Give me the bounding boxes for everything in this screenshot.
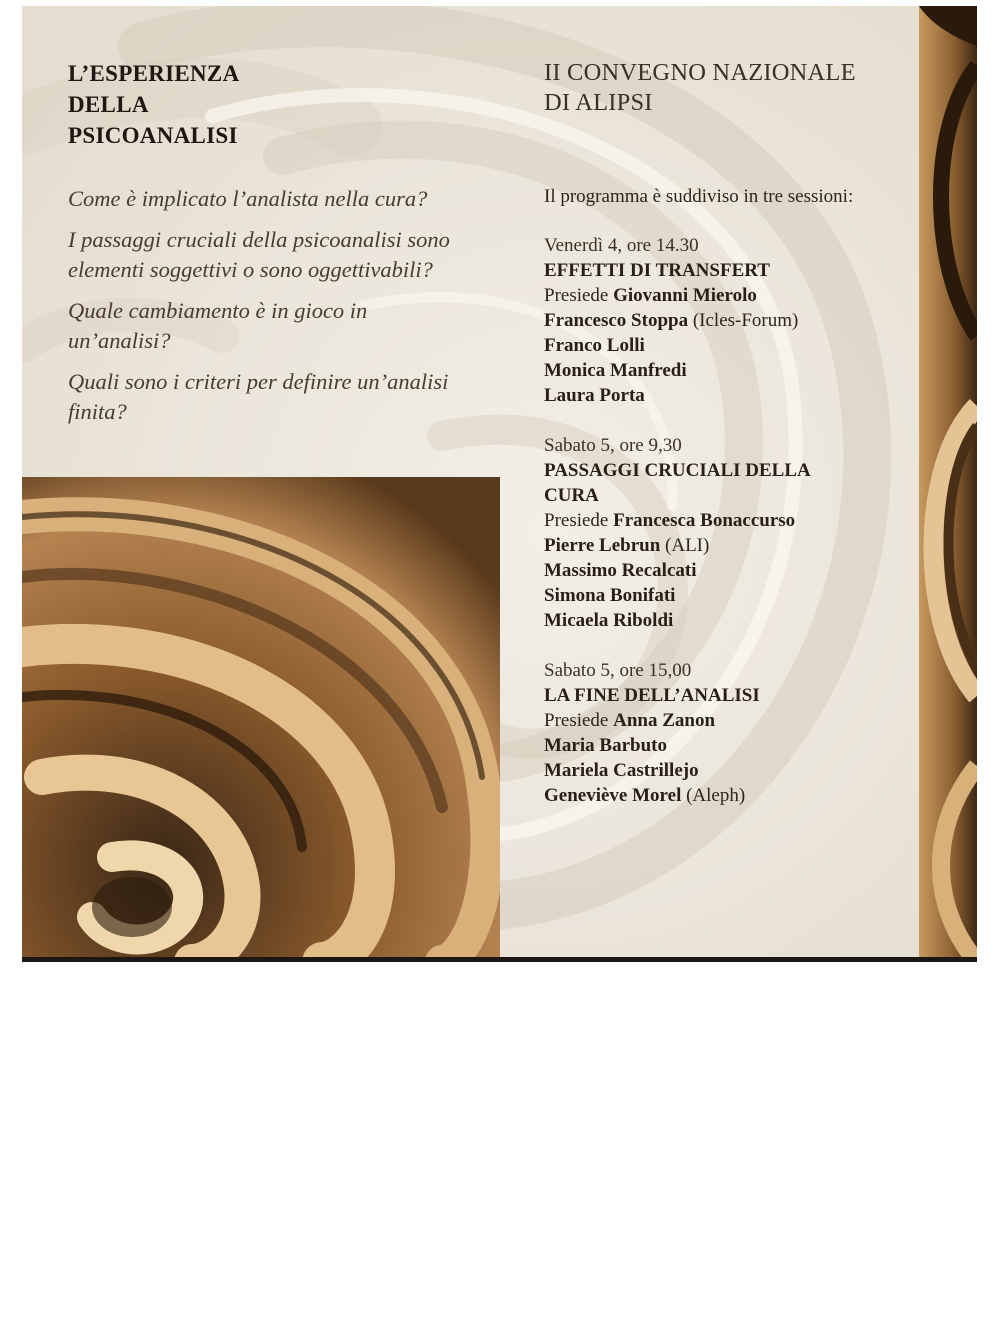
speaker xyxy=(544,308,914,333)
left-title-line: PSICOANALISI xyxy=(68,123,238,148)
question: Come è implicato l’analista nella cura? xyxy=(68,186,428,211)
speaker xyxy=(544,383,914,408)
speaker-name: Geneviève Morel xyxy=(544,785,682,806)
speaker xyxy=(544,758,914,783)
left-title-line: DELLA xyxy=(68,92,149,117)
session-title: LA FINE DELL’ANALISI xyxy=(544,685,760,706)
presiede-label: Presiede xyxy=(544,510,609,531)
spiral-photo xyxy=(22,477,500,962)
session-chair xyxy=(544,283,914,308)
chair-name: Anna Zanon xyxy=(613,710,716,731)
session-chair xyxy=(544,508,914,533)
speaker xyxy=(544,558,914,583)
left-title-line: L’ESPERIENZA xyxy=(68,61,240,86)
speaker xyxy=(544,358,914,383)
program xyxy=(544,184,914,833)
speaker-affiliation: (ALI) xyxy=(665,535,710,556)
left-title xyxy=(68,58,328,151)
conference-title-line: DI ALIPSI xyxy=(544,89,653,116)
speaker-name: Simona Bonifati xyxy=(544,585,676,606)
speaker xyxy=(544,333,914,358)
speaker-name: Mariela Castrillejo xyxy=(544,760,699,781)
speaker-affiliation: (Aleph) xyxy=(686,785,746,806)
question: I passaggi cruciali della psicoanalisi sono elementi soggettivi o sono oggettivabili? xyxy=(68,227,450,282)
speaker xyxy=(544,608,914,633)
session xyxy=(544,433,914,633)
session-title: EFFETTI DI TRANSFERT xyxy=(544,260,770,281)
session-time: Sabato 5, ore 9,30 xyxy=(544,435,682,456)
speaker-name: Laura Porta xyxy=(544,385,645,406)
speaker xyxy=(544,733,914,758)
presiede-label: Presiede xyxy=(544,285,609,306)
session xyxy=(544,233,914,408)
session-title: PASSAGGI CRUCIALI DELLA CURA xyxy=(544,460,810,506)
question: Quale cambiamento è in gioco in un’analisi? xyxy=(68,298,368,353)
speaker-affiliation: (Icles-Forum) xyxy=(692,310,799,331)
session xyxy=(544,658,914,808)
right-photo-strip xyxy=(919,6,977,962)
session-time: Venerdì 4, ore 14.30 xyxy=(544,235,699,256)
questions-list xyxy=(68,184,468,438)
conference-title xyxy=(544,58,904,118)
speaker xyxy=(544,533,914,558)
conference-title-line: II CONVEGNO NAZIONALE xyxy=(544,59,856,86)
chair-name: Giovanni Mierolo xyxy=(613,285,757,306)
speaker-name: Francesco Stoppa xyxy=(544,310,689,331)
question: Quali sono i criteri per definire un’analisi finita? xyxy=(68,369,449,424)
speaker-name: Monica Manfredi xyxy=(544,360,687,381)
session-chair xyxy=(544,708,914,733)
speaker-name: Pierre Lebrun xyxy=(544,535,661,556)
speaker-name: Maria Barbuto xyxy=(544,735,667,756)
speaker-name: Franco Lolli xyxy=(544,335,645,356)
bottom-rule xyxy=(22,957,977,962)
presiede-label: Presiede xyxy=(544,710,609,731)
speaker-name: Massimo Recalcati xyxy=(544,560,697,581)
program-intro: Il programma è suddiviso in tre sessioni: xyxy=(544,186,854,207)
brochure-page xyxy=(22,6,977,962)
chair-name: Francesca Bonaccurso xyxy=(613,510,796,531)
speaker xyxy=(544,583,914,608)
speaker xyxy=(544,783,914,808)
speaker-name: Micaela Riboldi xyxy=(544,610,674,631)
session-time: Sabato 5, ore 15,00 xyxy=(544,660,692,681)
